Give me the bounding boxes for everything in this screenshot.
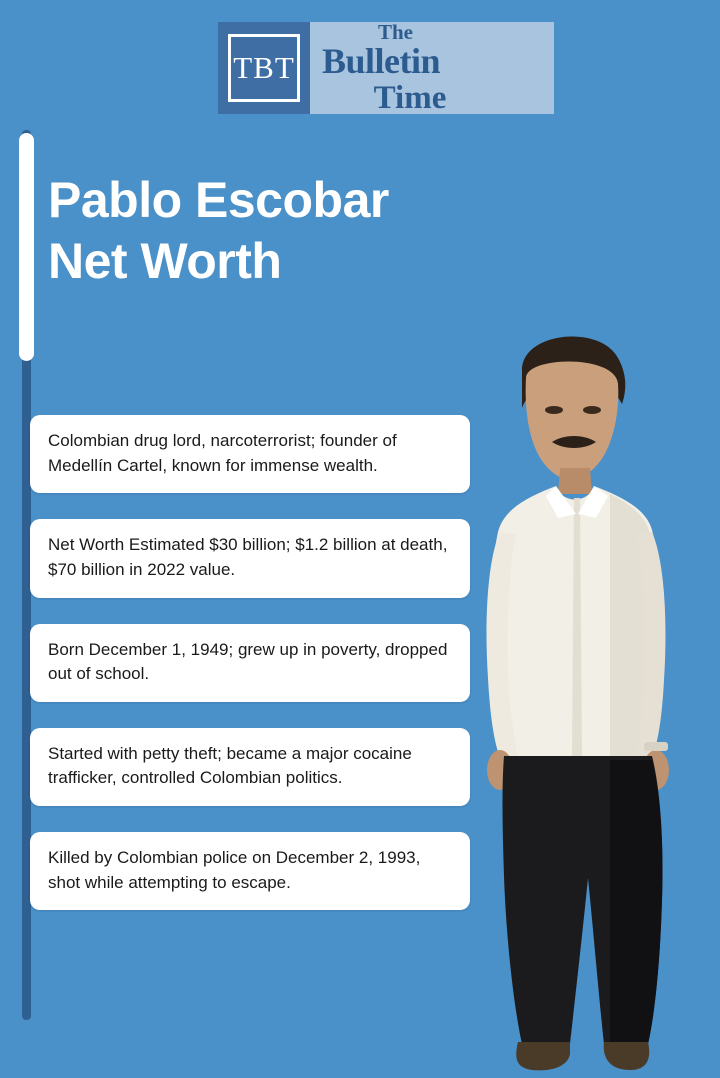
logo-monogram-text: TBT [228, 34, 300, 102]
fact-card-list [30, 415, 470, 936]
fact-card: Killed by Colombian police on December 2, 1993, shot while attempting to escape. [30, 832, 470, 910]
logo-monogram-box [218, 22, 310, 114]
page-title: Pablo Escobar Net Worth [48, 171, 389, 289]
fact-card: Net Worth Estimated $30 billion; $1.2 billion at death, $70 billion in 2022 value. [30, 519, 470, 597]
vertical-rail-highlight [19, 133, 34, 361]
fact-card: Colombian drug lord, narcoterrorist; founder of Medellín Cartel, known for immense wealth. [30, 415, 470, 493]
logo-word-bulletin: Bulletin [322, 40, 441, 81]
fact-card: Started with petty theft; became a major cocaine trafficker, controlled Colombian politics. [30, 728, 470, 806]
logo-word-time: Time [373, 79, 447, 116]
logo-word-the: The [378, 19, 414, 44]
brand-logo [218, 19, 554, 116]
fact-card: Born December 1, 1949; grew up in poverty, dropped out of school. [30, 624, 470, 702]
portrait-photo [460, 318, 720, 1078]
logo-wordmark [310, 21, 554, 115]
